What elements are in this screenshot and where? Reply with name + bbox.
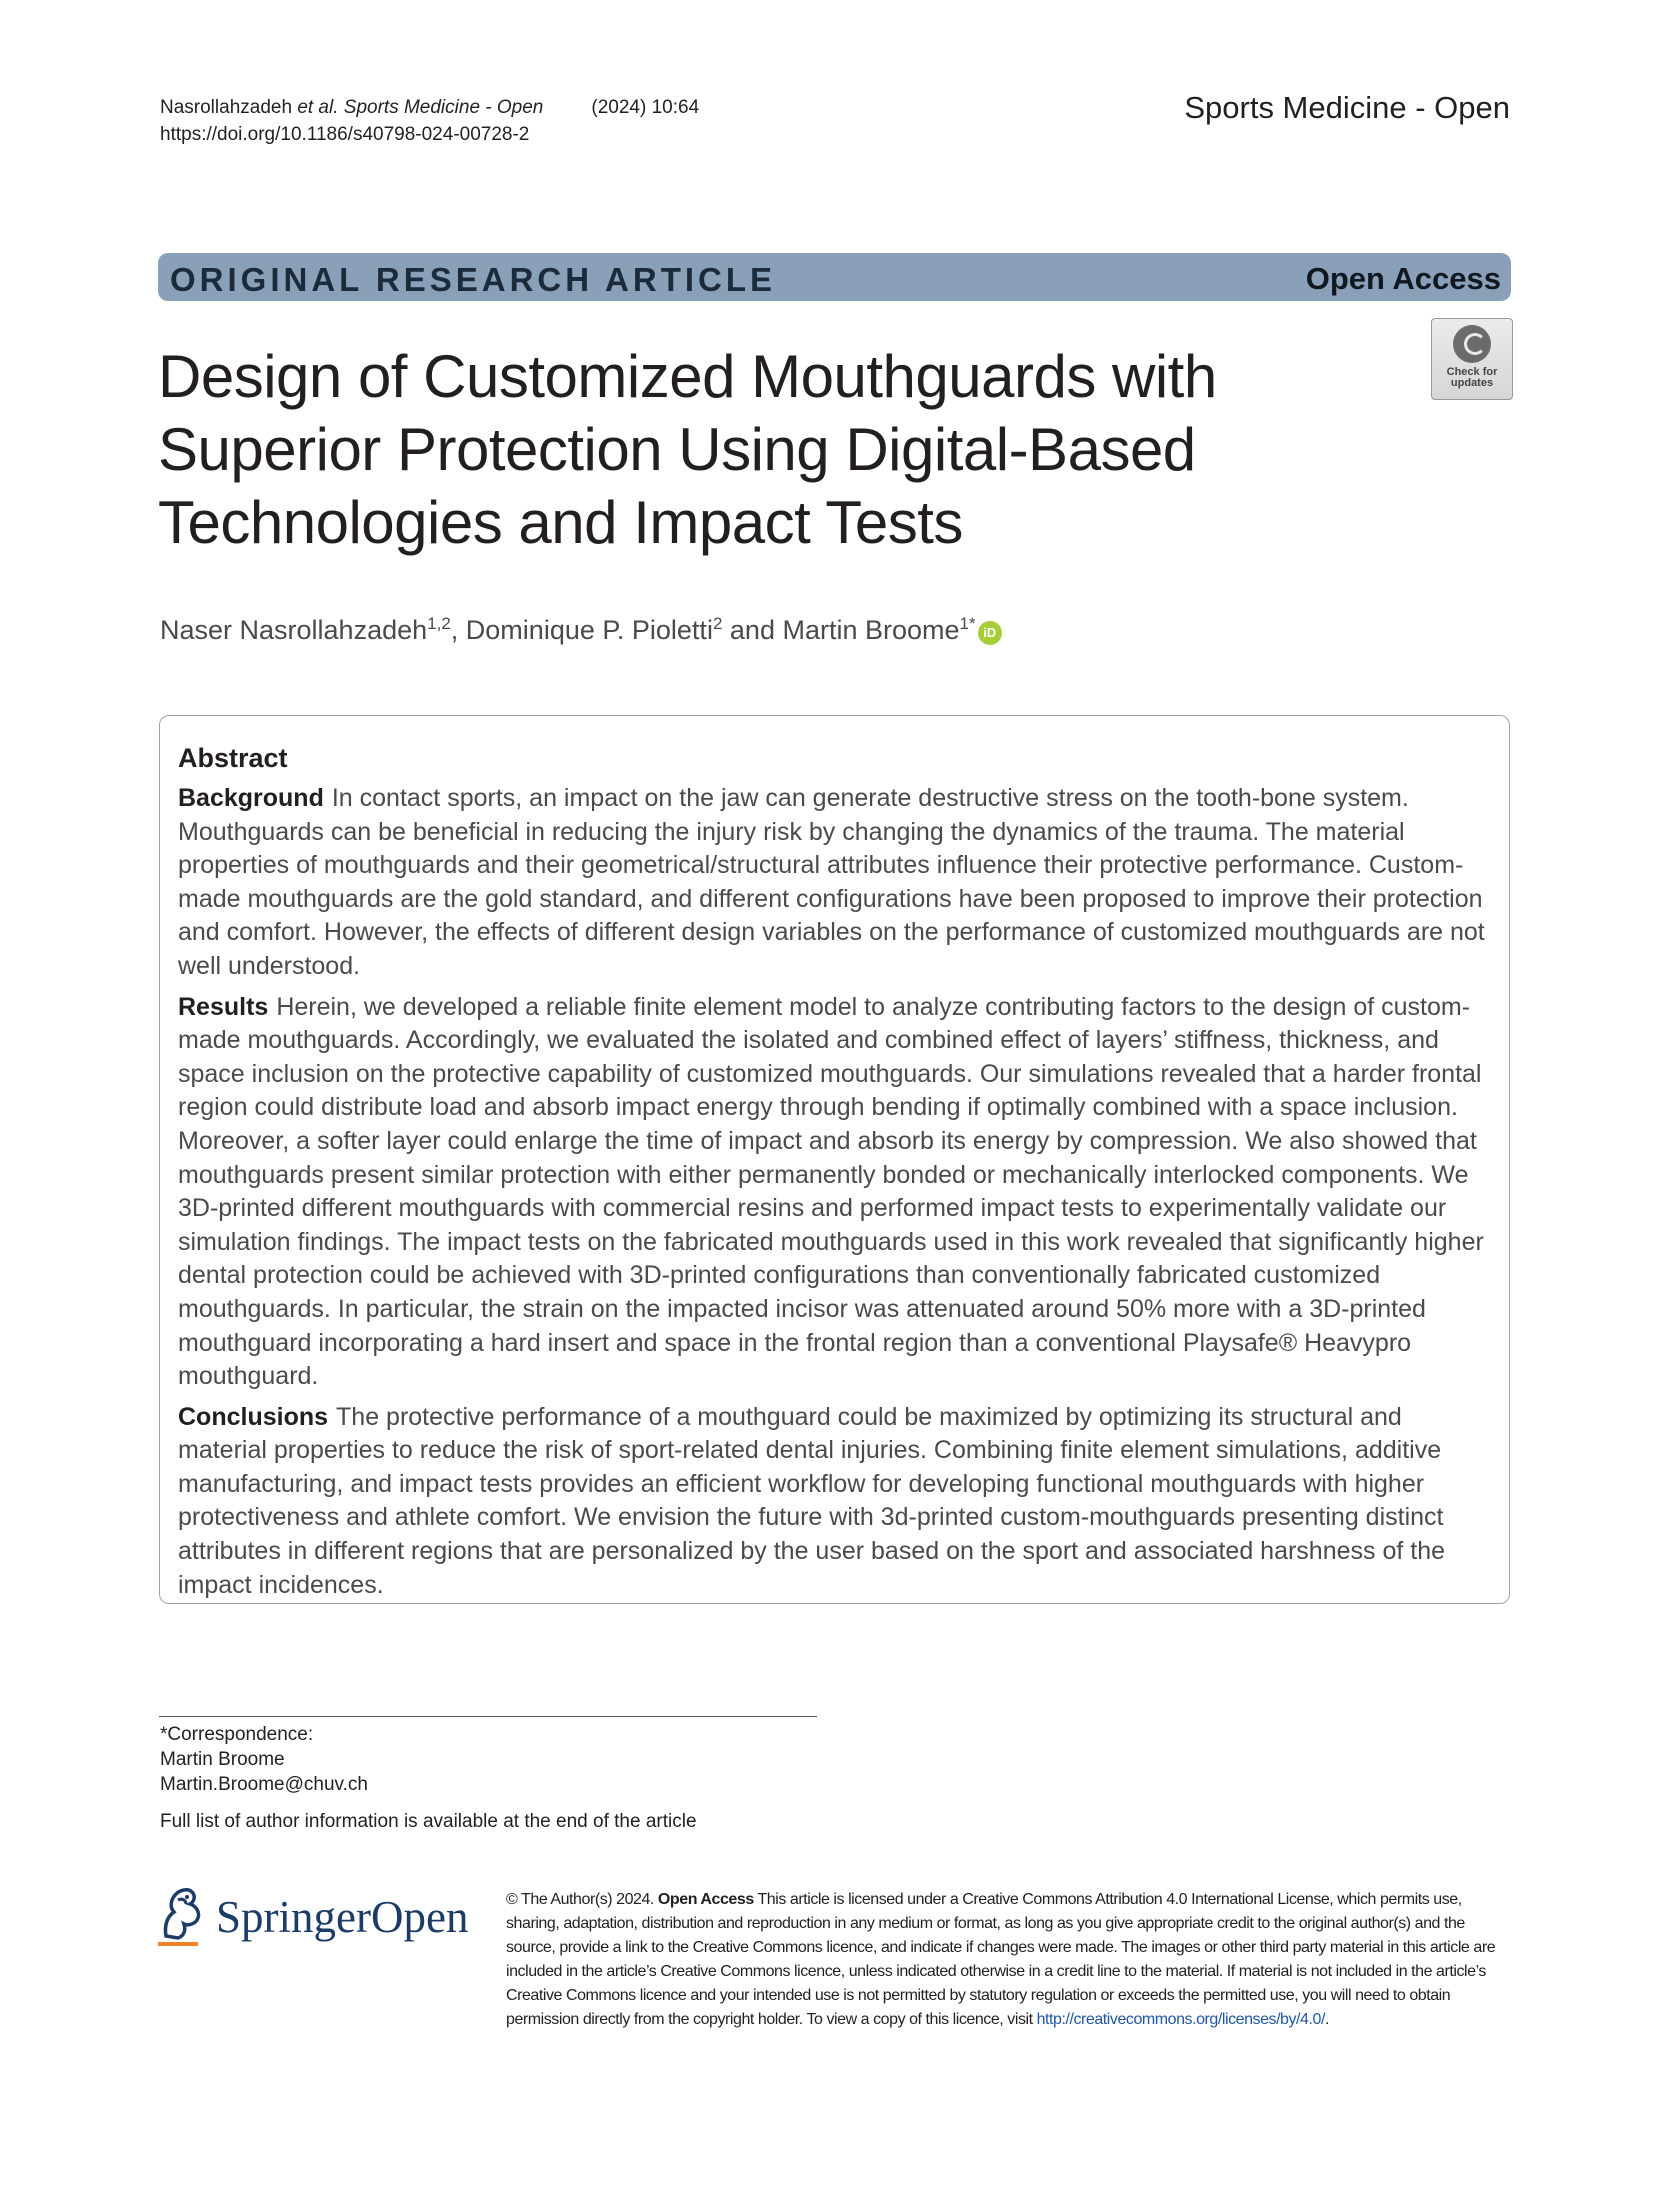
correspondence-label: *Correspondence:: [160, 1724, 314, 1745]
correspondence-block: [160, 1722, 368, 1797]
doi-link[interactable]: https://doi.org/10.1186/s40798-024-00728-2: [160, 124, 530, 145]
author-name: Dominique P. Pioletti: [465, 615, 713, 645]
article-type-label: ORIGINAL RESEARCH ARTICLE: [170, 261, 777, 298]
section-text: The protective performance of a mouthguard could be maximized by optimizing its structural and material properties to reduce the risk of sport-related dental injuries. Combining finite element simulations, additive manufacturing, and impact tests provides an efficient workflow for developing functional mouthguards with higher protectiveness and athlete comfort. We envision the future with 3d-printed custom-mouthguards presenting distinct attributes in different regions that are personalized by the user based on the sport and associated harshness of the impact incidences.: [178, 1402, 1446, 1599]
author-list: [160, 614, 1002, 646]
logo-open-text: Open: [370, 1892, 469, 1942]
orcid-icon[interactable]: iD: [978, 621, 1002, 645]
license-url-link[interactable]: http://creativecommons.org/licenses/by/4.0/: [1036, 2011, 1325, 2028]
author-separator: and: [722, 615, 783, 645]
author-separator: ,: [450, 615, 466, 645]
author-name: Naser Nasrollahzadeh: [160, 615, 428, 645]
journal-name: Sports Medicine - Open: [1184, 90, 1510, 125]
author-affiliation: 1*: [959, 614, 976, 633]
logo-wordmark: [216, 1891, 468, 1943]
header-journal: et al. Sports Medicine - Open: [297, 97, 544, 118]
license-end: .: [1324, 2011, 1329, 2028]
license-body: This article is licensed under a Creative Commons Attribution 4.0 International License, which permits use, sharing, adaptation, distribution and reproduction in any medium or format, as long as you give appropriate credit to the original author(s) and the source, provide a link to the Creative Commons licence, and indicate if changes were made. The images or other third party material in this article are included in the article’s Creative Commons licence, unless indicated otherwise in a credit line to the material. If material is not included in the article’s Creative Commons licence and your intended use is not permitted by statutory regulation or exceeds the permitted use, you will need to obtain permission directly from the copyright holder. To view a copy of this licence, visit: [506, 1891, 1496, 2028]
article-type-banner: [158, 253, 1511, 301]
header-authors: Nasrollahzadeh: [160, 97, 293, 118]
open-access-label: Open Access: [1305, 261, 1501, 296]
open-access-bold: Open Access: [657, 1891, 754, 1908]
author-info-note: Full list of author information is available at the end of the article: [160, 1811, 697, 1832]
logo-accent-bar: [158, 1942, 198, 1946]
copyright-notice: © The Author(s) 2024.: [506, 1891, 654, 1908]
footnote-divider: [159, 1716, 817, 1717]
section-label: Background: [178, 784, 324, 812]
section-label: Conclusions: [178, 1402, 329, 1431]
running-header: [160, 94, 699, 148]
section-text: Herein, we developed a reliable finite element model to analyze contributing factors to the design of custom-made mouthguards. Accordingly, we evaluated the isolated and combined effect of layers’ stiffness, thickness, and space inclusion on the protective capability of customized mouthguards. Our simulations revealed that a harder frontal region could distribute load and absorb impact energy through bending if optimally combined with a space inclusion. Moreover, a softer layer could enlarge the time of impact and absorb its energy by compression. We also showed that mouthguards present similar protection with either permanently bonded or mechanically interlocked components. We 3D-printed different mouthguards with commercial resins and performed impact tests to experimentally validate our simulation findings. The impact tests on the fabricated mouthguards used in this work revealed that significantly higher dental protection could be achieved with 3D-printed configurations than conventionally fabricated customized mouthguards. In particular, the strain on the impacted incisor was attenuated around 50% more with a 3D-printed mouthguard incorporating a hard insert and space in the frontal region than a conventional Playsafe® Heavypro mouthguard.: [178, 992, 1484, 1391]
citation-line: [160, 94, 699, 121]
abstract-conclusions: [178, 1401, 1491, 1603]
author-affiliation: 1,2: [427, 614, 451, 633]
license-text: [506, 1888, 1512, 2032]
abstract-box: [159, 715, 1510, 1604]
correspondence-name: Martin Broome: [160, 1749, 285, 1770]
section-text: In contact sports, an impact on the jaw can generate destructive stress on the tooth-bone system. Mouthguards can be beneficial in reducing the injury risk by changing the dynamics of the trauma. The material properties of mouthguards and their geometrical/structural attributes influence their protective performance. Custom-made mouthguards are the gold standard, and different configurations have been proposed to improve their protection and comfort. However, the effects of different design variables on the performance of customized mouthguards are not well understood.: [178, 784, 1485, 980]
abstract-background: [178, 782, 1491, 984]
check-for-updates-badge[interactable]: [1431, 318, 1513, 400]
abstract-results: [178, 991, 1491, 1394]
abstract-heading: Abstract: [178, 743, 288, 773]
article-title: Design of Customized Mouthguards with Superior Protection Using Digital-Based Technologies and Impact Tests: [158, 343, 1217, 556]
author-affiliation: 2: [712, 614, 723, 633]
check-for-updates-text: Check for updates: [1446, 366, 1498, 389]
springer-horse-icon: [158, 1886, 202, 1942]
header-year-volume: (2024) 10:64: [591, 97, 700, 118]
section-label: Results: [178, 992, 269, 1021]
correspondence-email[interactable]: Martin.Broome@chuv.ch: [160, 1774, 368, 1795]
check-for-updates-icon: [1453, 325, 1491, 363]
logo-brand-text: Springer: [216, 1892, 371, 1942]
author-name: Martin Broome: [782, 615, 960, 645]
springer-open-logo: [158, 1886, 478, 1946]
